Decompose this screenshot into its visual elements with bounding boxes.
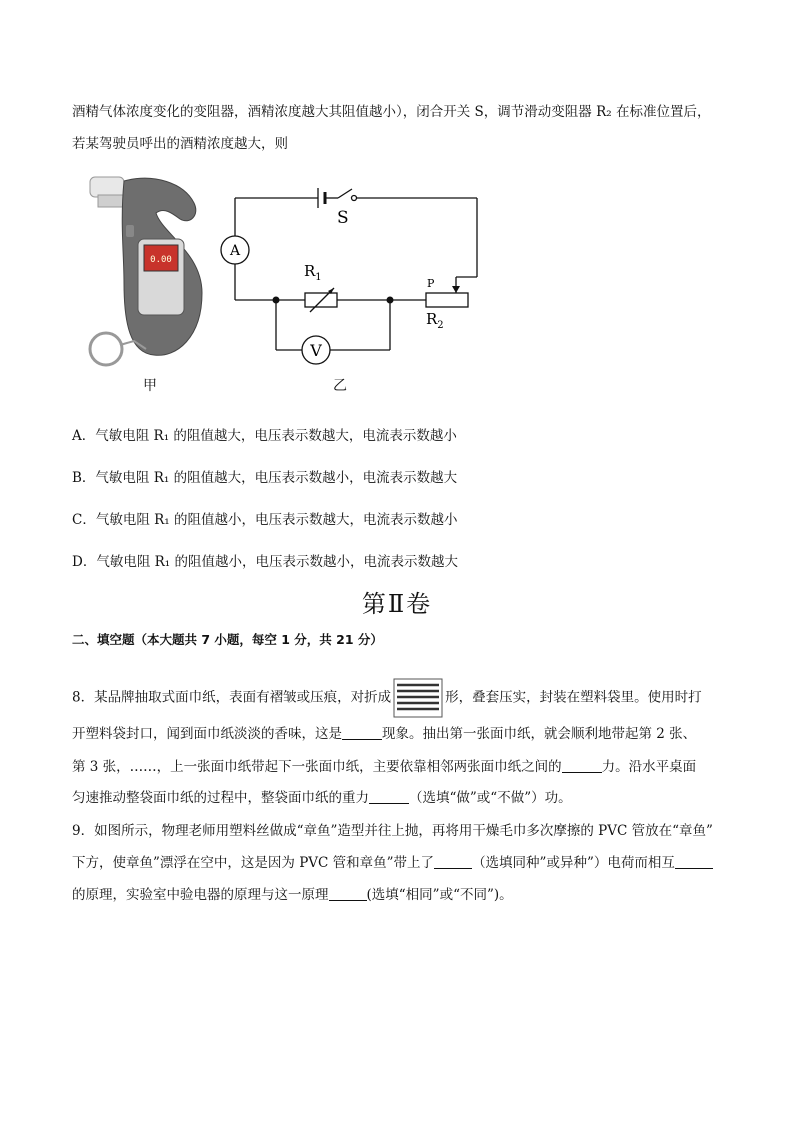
switch-label: S bbox=[337, 208, 349, 228]
circuit-diagram bbox=[200, 175, 500, 370]
folded-tissue-icon bbox=[393, 678, 443, 718]
q8-line-2: 开塑料袋封口，闻到面巾纸淡淡的香味，这是 现象。抽出第一张面巾纸，就会顺利地带起第 2 张、 bbox=[72, 726, 697, 742]
slider-label: P bbox=[427, 277, 435, 290]
q9-blank-2[interactable] bbox=[675, 854, 713, 869]
option-a[interactable]: A．气敏电阻 R₁ 的阻值越大，电压表示数越大，电流表示数越小 bbox=[72, 428, 457, 444]
option-c[interactable]: C．气敏电阻 R₁ 的阻值越小，电压表示数越大，电流表示数越小 bbox=[72, 512, 458, 528]
intro-line-2: 若某驾驶员呼出的酒精浓度越大，则 bbox=[72, 136, 288, 152]
q8-line-3: 第 3 张，……，上一张面巾纸带起下一张面巾纸，主要依靠相邻两张面巾纸之间的 力。沿水平桌面 bbox=[72, 759, 697, 775]
part2-heading: 二、填空题（本大题共 7 小题，每空 1 分，共 21 分） bbox=[72, 632, 383, 647]
figure-jia-caption: 甲 bbox=[143, 378, 157, 394]
q9-line-1: 9．如图所示，物理老师用塑料丝做成“章鱼”造型并往上抛，再将用干燥毛巾多次摩擦的 PVC 管放在“章鱼” bbox=[72, 823, 713, 839]
r2-label: $R_2$ bbox=[426, 310, 444, 331]
device-display-text: 0.00 bbox=[150, 255, 172, 265]
q9-line-3: 的原理，实验室中验电器的原理与这一原理 (选填“相同”或“不同”)。 bbox=[72, 887, 513, 903]
r1-label: $R_1$ bbox=[304, 262, 322, 283]
option-b[interactable]: B．气敏电阻 R₁ 的阻值越大，电压表示数越小，电流表示数越大 bbox=[72, 470, 458, 486]
q9-blank-3[interactable] bbox=[329, 886, 367, 901]
q8-blank-3[interactable] bbox=[369, 789, 409, 804]
figure-yi-caption: 乙 bbox=[333, 378, 347, 394]
q9-line-2: 下方，使章鱼”漂浮在空中，这是因为 PVC 管和章鱼”带上了 （选填同种”或异种”）电荷而相互 bbox=[72, 854, 713, 872]
option-d[interactable]: D．气敏电阻 R₁ 的阻值越小，电压表示数越小，电流表示数越大 bbox=[72, 554, 458, 570]
intro-line-1: 酒精气体浓度变化的变阻器，酒精浓度越大其阻值越小），闭合开关 S，调节滑动变阻器 R₂ 在标准位置后， bbox=[72, 104, 711, 120]
ammeter-label: A bbox=[229, 243, 241, 259]
voltmeter-label: V bbox=[310, 341, 322, 360]
q8-line-4: 匀速推动整袋面巾纸的过程中，整袋面巾纸的重力 （选填“做”或“不做”）功。 bbox=[72, 790, 572, 806]
q8-blank-1[interactable] bbox=[342, 725, 382, 740]
breathalyzer-image bbox=[84, 173, 204, 368]
section-title: 第Ⅱ卷 bbox=[361, 590, 433, 618]
q8-line-1: 8．某品牌抽取式面巾纸，表面有褶皱或压痕，对折成 形，叠套压实，封装在塑料袋里。使用时打 bbox=[72, 678, 702, 718]
q8-blank-2[interactable] bbox=[562, 758, 602, 773]
q9-blank-1[interactable] bbox=[434, 854, 472, 869]
